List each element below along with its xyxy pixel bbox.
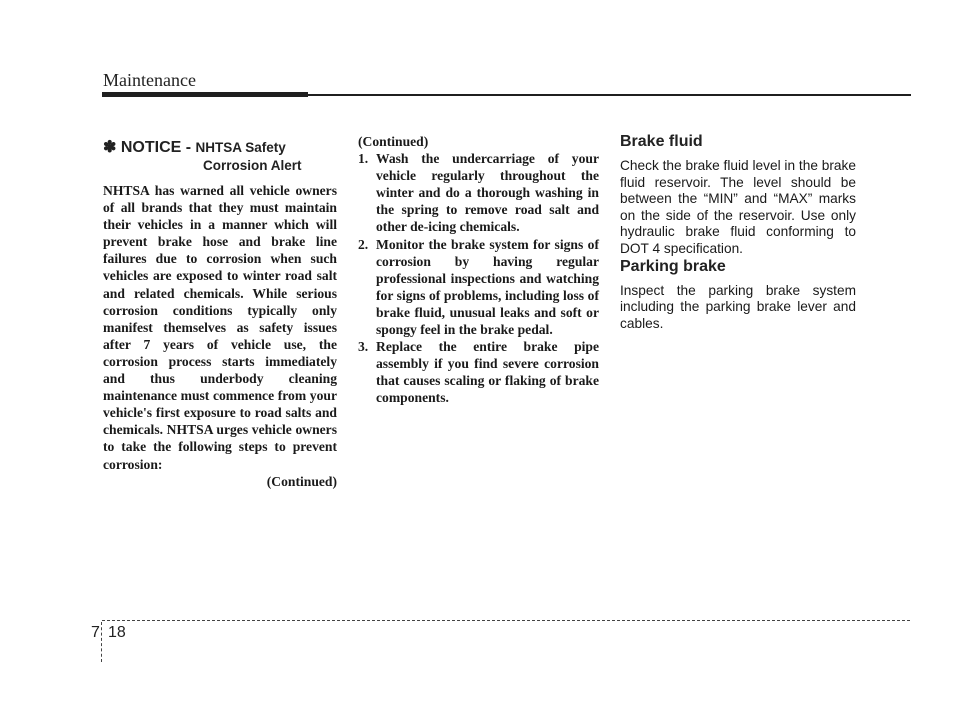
brake-fluid-body: Check the brake fluid level in the brake fluid reservoir. The level should be between the “MIN” and “MAX” marks on the side of the reservoir. Use only hydraulic brake fluid conforming to DOT 4 specification. (620, 158, 856, 256)
notice-title-line2: Corrosion Alert (203, 158, 302, 173)
section-title: Maintenance (103, 70, 196, 90)
notice-label: NOTICE - (120, 139, 192, 156)
step-text: Wash the undercarriage of your vehicle regularly throughout the winter and do a thorough washing in the spring to remove road salt and other de-icing chemicals. (376, 151, 599, 235)
steps-column (358, 133, 599, 407)
footer-divider (102, 620, 910, 621)
header-rule-thick (102, 92, 308, 97)
header-rule-thin (308, 94, 911, 96)
chapter-number: 7 (91, 624, 100, 641)
notice-column (103, 137, 337, 490)
step-number: 3. (358, 339, 369, 355)
page-number: 18 (108, 624, 126, 641)
parking-brake-body: Inspect the parking brake system including the parking brake lever and cables. (620, 282, 856, 331)
list-item (358, 150, 599, 235)
list-item (358, 236, 599, 339)
steps-list (358, 150, 599, 406)
step-number: 2. (358, 236, 369, 252)
brake-column (620, 133, 856, 332)
parking-brake-heading: Parking brake (620, 257, 726, 275)
notice-title-line1: NHTSA Safety (195, 140, 286, 155)
step-text: Monitor the brake system for signs of corrosion by having regular professional inspections and watching for signs of problems, including loss of brake fluid, unusual leaks and soft or spongy feel in the brake pedal. (376, 236, 599, 338)
notice-body: NHTSA has warned all vehicle owners of all brands that they must maintain their vehicles in a manner which will prevent brake hose and brake line failures due to corrosion when such vehicles are exposed to winter road salt and related chemicals. While serious corrosion conditions typically only manifest themselves as safety issues after 7 years of vehicle use, the corrosion process starts immediately and thus underbody cleaning maintenance must commence from your vehicle's first exposure to road salts and chemicals. NHTSA urges vehicle owners to take the following steps to prevent corrosion: (103, 183, 337, 472)
notice-star-icon: ✽ (103, 139, 117, 156)
brake-fluid-heading: Brake fluid (620, 133, 703, 150)
footer-page-separator (101, 622, 102, 662)
notice-continued: (Continued) (266, 473, 337, 489)
notice-heading (103, 137, 337, 173)
step-text: Replace the entire brake pipe assembly if you find severe corrosion that causes scaling or flaking of brake components. (376, 339, 599, 406)
step-number: 1. (358, 151, 369, 167)
list-item (358, 338, 599, 406)
steps-continued: (Continued) (358, 134, 429, 149)
